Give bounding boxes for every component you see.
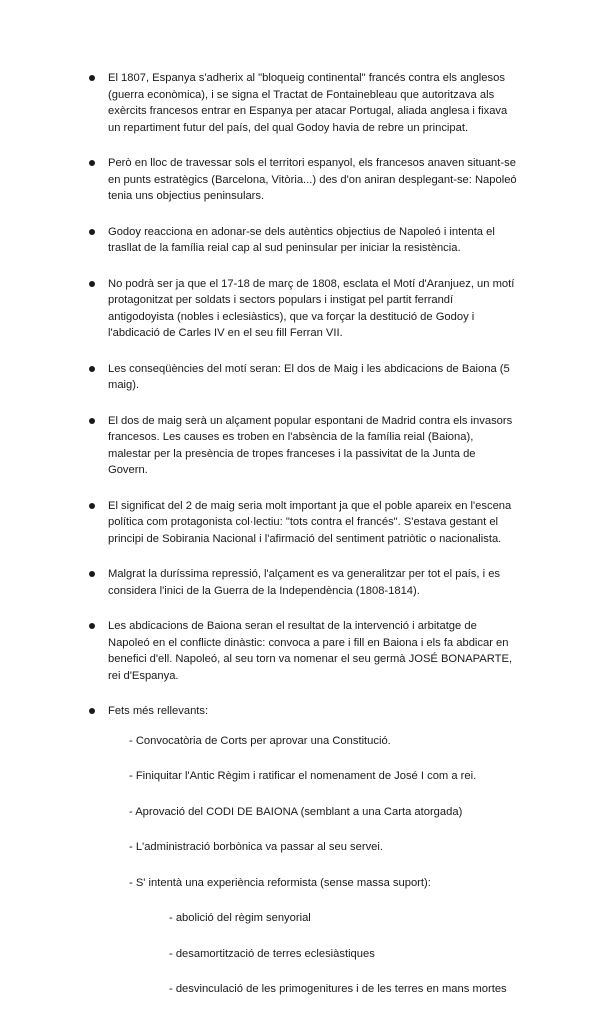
bullet-text: Les conseqüències del motí seran: El dos de Maig i les abdicacions de Baiona (5 maig). (108, 362, 510, 391)
fact-item: - Finiquitar l'Antic Règim i ratificar el nomenament de José I com a rei. (129, 770, 477, 782)
bullet-text: El 1807, Espanya s'adherix al "bloqueig continental" francés contra els anglesos (guerra econòmica), i se signa el Tractat de Fontainebleau que autoritzava als exèrcits francesos entrar en Espanya per atacar Portugal, aliada anglesa i fixava un repartiment futur del país, del qual Godoy havia de rebre un principat. (108, 72, 508, 134)
bullet-item (87, 498, 517, 548)
reform-item: - abolició del règim senyorial (169, 912, 311, 924)
bullet-text: Però en lloc de travessar sols el territori espanyol, els francesos anaven situant-se en punts estratègics (Barcelona, Vitòria...) des d'on aniran desplegant-se: Napoleó tenia uns objectius peninsulars. (108, 157, 517, 202)
bullet-item (87, 618, 517, 684)
reform-item: - desamortització de terres eclesiàstiques (169, 947, 375, 960)
fact-item: - Convocatòria de Corts per aprovar una Constitució. (129, 734, 391, 747)
bullet-text: Fets més rellevants: (108, 705, 209, 717)
bullet-item (87, 276, 517, 342)
bullet-item (87, 224, 517, 257)
bullet-text: El significat del 2 de maig seria molt important ja que el poble apareix en l'escena política com protagonista col·lectiu: "tots contra el francés". S'estava gestant el principi de Sobirania Nacional i l'afirmació del sentiment patriòtic o nacionalista. (108, 499, 512, 545)
bullet-item-facts (87, 703, 517, 998)
fact-item: - L'administració borbònica va passar al seu servei. (129, 841, 383, 853)
bullet-item (87, 155, 517, 205)
reform-item: - desvinculació de les primogenitures i de les terres en mans mortes (169, 983, 507, 995)
bullet-item (87, 361, 517, 394)
fact-item: - S' intentà una experiència reformista (sense massa suport): (129, 876, 431, 889)
bullet-text: Malgrat la duríssima repressió, l'alçament es va generalitzar per tot el país, i es considera l'inici de la Guerra de la Independència (1808-1814). (108, 568, 501, 597)
bullet-text: Les abdicacions de Baiona seran el resultat de la intervenció i arbitatge de Napoleó en el conflicte dinàstic: convoca a pare i fill en Baiona i els fa abdicar en benefici d'ell. Napoleó, al seu torn va nomenar el seu germà JOSÉ BONAPARTE, rei d'Espanya. (108, 620, 513, 682)
bullet-dot-icon (89, 160, 95, 166)
facts-list (108, 733, 517, 892)
bullet-dot-icon (89, 75, 95, 81)
bullet-dot-icon (89, 503, 95, 509)
bullet-dot-icon (89, 418, 95, 424)
bullet-dot-icon (89, 571, 95, 577)
reforms-list (148, 910, 517, 998)
bullet-dot-icon (89, 708, 95, 714)
bullet-dot-icon (89, 366, 95, 372)
bullet-text: No podrà ser ja que el 17-18 de març de 1808, esclata el Motí d'Aranjuez, un motí protagonitzat per soldats i sectors populars i instigat pel partit ferrandí antigodoyista (nobles i eclesiàstics), que va forçar la destitució de Godoy i l'abdicació de Carles IV en el seu fill Ferran VII. (108, 277, 515, 339)
bullet-dot-icon (89, 281, 95, 287)
bullet-text: Godoy reacciona en adonar-se dels autèntics objectius de Napoleó i intenta el trasllat de la família reial cap al sud peninsular per iniciar la resistència. (108, 225, 495, 254)
bullet-text: El dos de maig serà un alçament popular espontani de Madrid contra els invasors francesos. Les causes es troben en l'absència de la família reial (Baiona), malestar per la presència de tropes franceses i la passivitat de la Junta de Govern. (108, 414, 513, 476)
bullet-dot-icon (89, 229, 95, 235)
bullet-item (87, 413, 517, 479)
bullet-list (87, 70, 517, 1017)
bullet-item (87, 70, 517, 136)
bullet-item (87, 566, 517, 599)
fact-item: - Aprovació del CODI DE BAIONA (semblant a una Carta atorgada) (129, 805, 463, 818)
bullet-dot-icon (89, 623, 95, 629)
